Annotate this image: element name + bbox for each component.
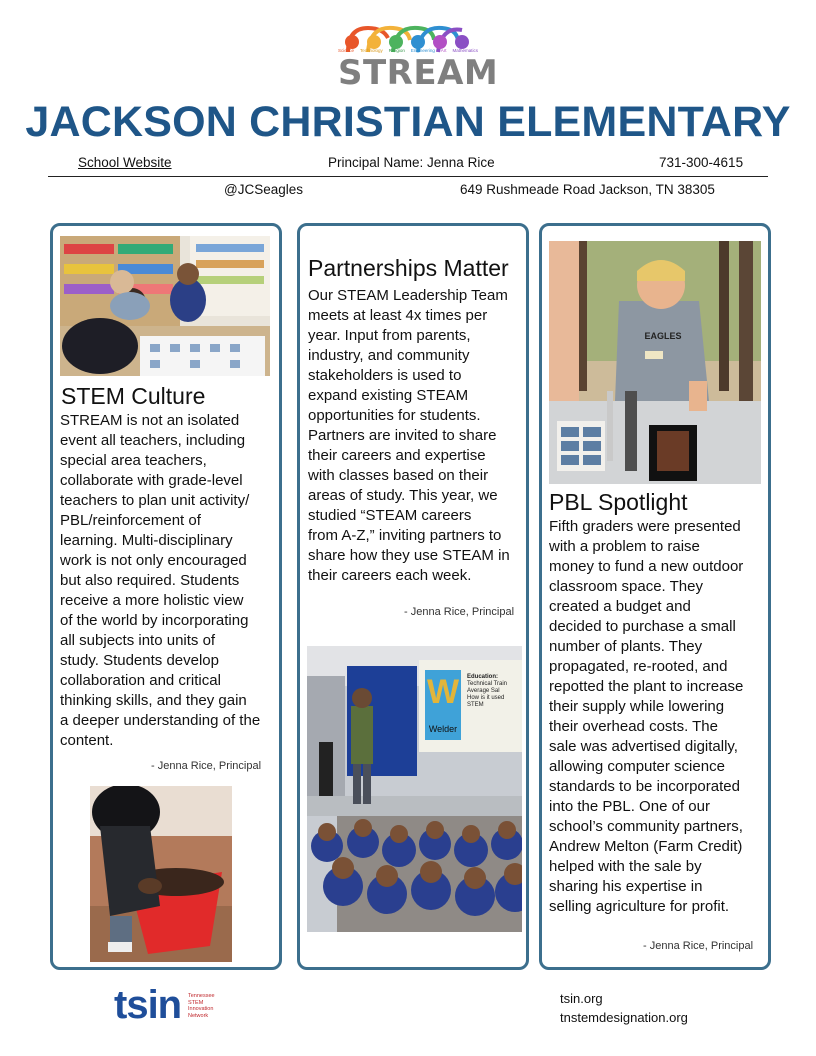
body-line: learning. Multi-disciplinary: [60, 532, 233, 549]
body-line: propagated, re-rooted, and: [549, 658, 728, 675]
school-title: JACKSON CHRISTIAN ELEMENTARY: [25, 98, 791, 146]
body-line: selling agriculture for profit.: [549, 898, 730, 915]
body-line: Partners are invited to share: [308, 427, 497, 444]
header-divider: [48, 176, 768, 177]
tsin-sub-line: Innovation: [188, 1006, 214, 1012]
body-line: classroom space. They: [549, 578, 703, 595]
tsin-sub-line: Tennessee: [188, 993, 215, 999]
shirt-text: EAGLES: [644, 331, 682, 341]
body-line: sale was advertised digitally,: [549, 738, 738, 755]
slide-letter: W: [426, 673, 460, 711]
stream-logo-word: STREAM: [338, 53, 499, 93]
body-line: but also required. Students: [60, 572, 240, 589]
panel-body: [60, 411, 260, 751]
phone-number: 731-300-4615: [659, 155, 744, 170]
body-line: decided to purchase a small: [549, 618, 736, 635]
body-line: study. Students develop: [60, 652, 219, 669]
body-line: of the world by incorporating: [60, 612, 249, 629]
body-line: STREAM is not an isolated: [60, 412, 240, 429]
slide-line: Technical Train: [467, 681, 508, 687]
slide-text: [467, 674, 521, 709]
body-line: opportunities for students.: [308, 407, 481, 424]
panel-pbl-spotlight: [539, 223, 771, 970]
stream-logo: [338, 22, 499, 93]
body-line: meets at least 4x times per: [308, 307, 488, 324]
slide-letter-card: [425, 670, 461, 740]
tnstemdesignation-link[interactable]: tnstemdesignation.org: [560, 1010, 688, 1025]
panel-stem-culture: [50, 223, 282, 970]
signature: - Jenna Rice, Principal: [643, 940, 754, 952]
body-line: thinking skills, and they gain: [60, 692, 247, 709]
slide-heading: Education:: [467, 674, 498, 680]
body-line: standards to be incorporated: [549, 778, 740, 795]
body-line: allowing computer science: [549, 758, 725, 775]
subject-mathematics: Mathematics: [452, 48, 478, 53]
body-line: a deeper understanding of the: [60, 712, 261, 729]
body-line: sharing his expertise in: [549, 878, 703, 895]
body-line: their careers each week.: [308, 567, 472, 584]
body-line: studied “STEAM careers: [308, 507, 472, 524]
principal-name: Principal Name: Jenna Rice: [328, 155, 495, 170]
body-line: Our STEAM Leadership Team: [308, 287, 508, 304]
body-line: work is not only encouraged: [60, 552, 247, 569]
panel-partnerships: [297, 223, 529, 970]
body-line: their careers and expertise: [308, 447, 486, 464]
body-line: share how they use STEAM in: [308, 547, 510, 564]
body-line: Fifth graders were presented: [549, 518, 741, 535]
tsin-logo-word: tsin: [114, 983, 182, 1027]
classroom-floor-photo: [60, 236, 270, 376]
body-line: special area teachers,: [60, 452, 207, 469]
body-line: number of plants. They: [549, 638, 703, 655]
school-website-link[interactable]: School Website: [78, 155, 172, 170]
subject-technology: Technology: [359, 48, 383, 53]
body-line: into the PBL. One of our: [549, 798, 710, 815]
tsin-sub-line: Network: [188, 1012, 209, 1019]
body-line: created a budget and: [549, 598, 691, 615]
slide-line: Average Sal: [467, 688, 500, 694]
subject-religion: Religion: [388, 48, 405, 53]
body-line: teachers to plan unit activity/: [60, 492, 250, 509]
panel-title: PBL Spotlight: [549, 489, 688, 515]
body-line: all subjects into units of: [60, 632, 216, 649]
panel-body: [549, 517, 743, 917]
tsin-sub-line: STEM: [188, 999, 204, 1006]
body-line: industry, and community: [308, 347, 470, 364]
body-line: areas of study. This year, we: [308, 487, 498, 504]
body-line: receive a more holistic view: [60, 592, 244, 609]
planting-photo: [90, 786, 232, 962]
body-line: stakeholders is used to: [308, 367, 462, 384]
panel-title: STEM Culture: [61, 383, 206, 409]
body-line: event all teachers, including: [60, 432, 246, 449]
tsin-logo-sub: [188, 993, 215, 1019]
slide-caption: Welder: [428, 724, 458, 734]
career-speaker-photo: [307, 646, 522, 932]
body-line: with a problem to raise: [549, 538, 700, 555]
body-line: collaborate with grade-level: [60, 472, 243, 489]
panel-title: Partnerships Matter: [308, 255, 509, 281]
signature: - Jenna Rice, Principal: [404, 606, 515, 618]
tsin-logo: [114, 985, 224, 1027]
body-line: collaboration and critical: [60, 672, 221, 689]
body-line: with classes based on their: [308, 467, 489, 484]
body-line: their supply while lowering: [549, 698, 725, 715]
body-line: repotted the plant to increase: [549, 678, 744, 695]
subject-engineering: Engineering: [410, 48, 435, 53]
slide-line: How is it used: [467, 695, 505, 701]
subject-art: Art: [440, 48, 447, 53]
panel-body: [308, 286, 510, 586]
body-line: year. Input from parents,: [308, 327, 471, 344]
body-line: from A-Z,” inviting partners to: [308, 527, 502, 544]
body-line: helped with the sale by: [549, 858, 702, 875]
tsin-link[interactable]: tsin.org: [560, 991, 603, 1006]
school-address: 649 Rushmeade Road Jackson, TN 38305: [460, 182, 715, 197]
body-line: money to fund a new outdoor: [549, 558, 744, 575]
subject-science: Science: [338, 48, 355, 53]
body-line: school’s community partners,: [549, 818, 743, 835]
plant-sale-photo: [549, 241, 761, 484]
twitter-handle: @JCSeagles: [224, 182, 303, 197]
body-line: Andrew Melton (Farm Credit): [549, 838, 743, 855]
signature: - Jenna Rice, Principal: [151, 760, 262, 772]
body-line: PBL/reinforcement of: [60, 512, 201, 529]
body-line: their overhead costs. The: [549, 718, 718, 735]
slide-line: STEM: [467, 702, 484, 708]
body-line: content.: [60, 732, 114, 749]
body-line: expand existing STEAM: [308, 387, 469, 404]
